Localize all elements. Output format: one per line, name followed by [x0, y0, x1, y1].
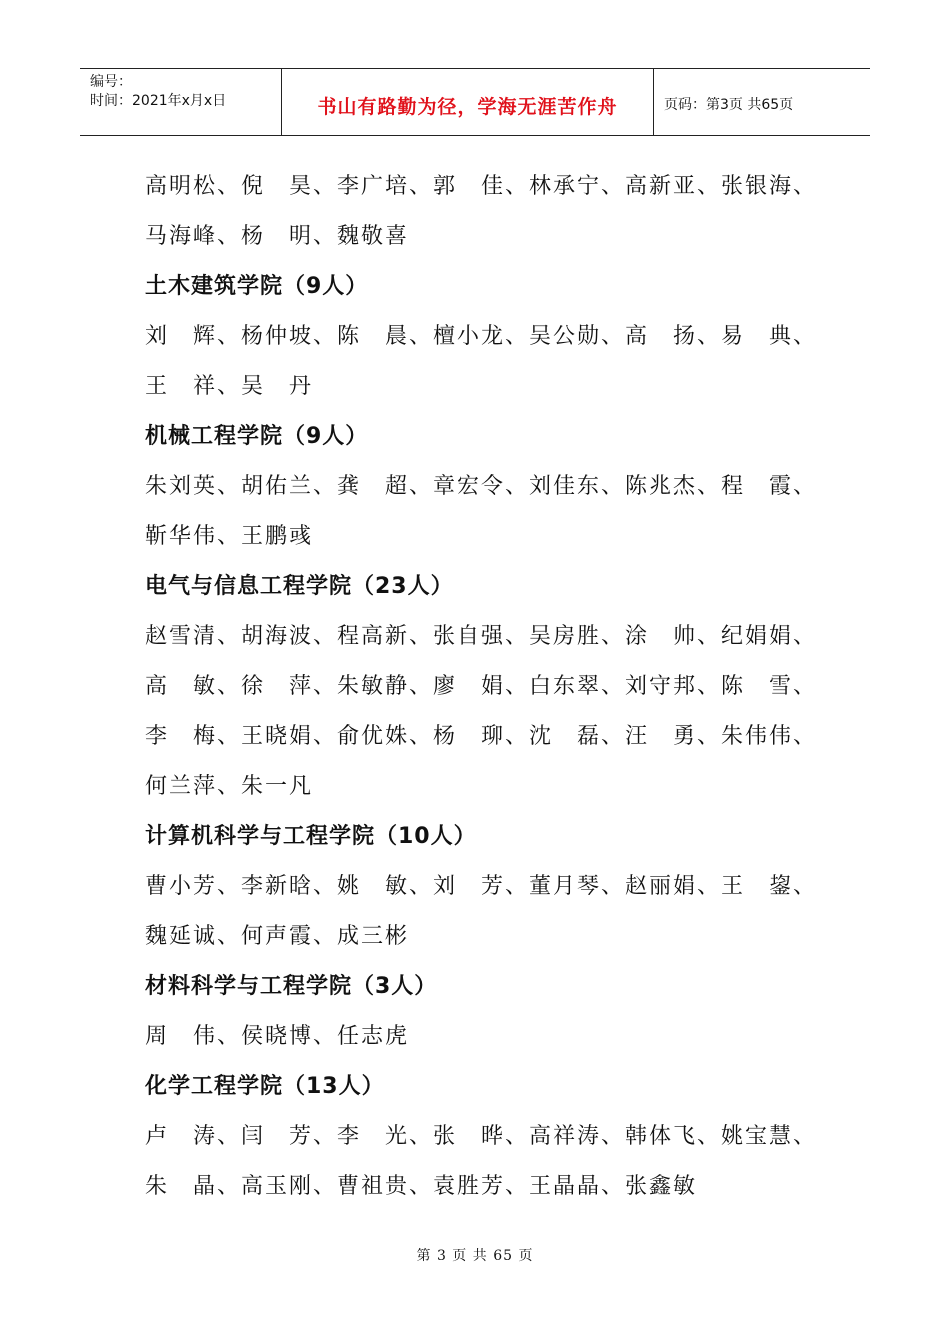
- page-header: [80, 68, 870, 136]
- section-heading: 电气与信息工程学院（23人）: [145, 574, 454, 599]
- name-line: 马海峰、杨 明、魏敬喜: [145, 224, 410, 249]
- name-line: 魏延诚、何声霞、成三彬: [145, 924, 410, 949]
- section-heading: 材料科学与工程学院（3人）: [145, 974, 438, 999]
- name-line: 高 敏、徐 萍、朱敏静、廖 娟、白东翠、刘守邦、陈 雪、: [145, 674, 818, 699]
- section-heading: 土木建筑学院（9人）: [145, 274, 369, 299]
- section-heading: 计算机科学与工程学院（10人）: [145, 824, 477, 849]
- document-number-label: 编号：: [90, 74, 132, 90]
- name-line: 赵雪清、胡海波、程高新、张自强、吴房胜、涂 帅、纪娟娟、: [145, 624, 818, 649]
- name-line: 何兰萍、朱一凡: [145, 774, 314, 799]
- page-footer: 第 3 页 共 65 页: [416, 1248, 534, 1264]
- header-motto: 书山有路勤为径，学海无涯苦作舟: [282, 69, 654, 135]
- name-line: 高明松、倪 昊、李广培、郭 佳、林承宁、高新亚、张银海、: [145, 174, 818, 199]
- name-line: 朱刘英、胡佑兰、龚 超、章宏令、刘佳东、陈兆杰、程 霞、: [145, 474, 818, 499]
- name-line: 刘 辉、杨仲坡、陈 晨、檀小龙、吴公勋、高 扬、易 典、: [145, 324, 818, 349]
- header-meta: [80, 69, 282, 135]
- name-line: 李 梅、王晓娟、俞优姝、杨 珋、沈 磊、汪 勇、朱伟伟、: [145, 724, 818, 749]
- name-line: 朱 晶、高玉刚、曹祖贵、袁胜芳、王晶晶、张鑫敏: [145, 1174, 698, 1199]
- header-page-info: 页码：第3页 共65页: [664, 97, 794, 113]
- name-line: 曹小芳、李新晗、姚 敏、刘 芳、董月琴、赵丽娟、王 鋆、: [145, 874, 818, 899]
- name-line: 周 伟、侯晓博、任志虎: [145, 1024, 410, 1049]
- section-heading: 化学工程学院（13人）: [145, 1074, 385, 1099]
- document-body: [145, 162, 835, 1212]
- name-line: 王 祥、吴 丹: [145, 374, 314, 399]
- name-line: 靳华伟、王鹏彧: [145, 524, 314, 549]
- section-heading: 机械工程学院（9人）: [145, 424, 369, 449]
- name-line: 卢 涛、闫 芳、李 光、张 晔、高祥涛、韩体飞、姚宝慧、: [145, 1124, 818, 1149]
- document-time-label: 时间：2021年x月x日: [90, 93, 227, 109]
